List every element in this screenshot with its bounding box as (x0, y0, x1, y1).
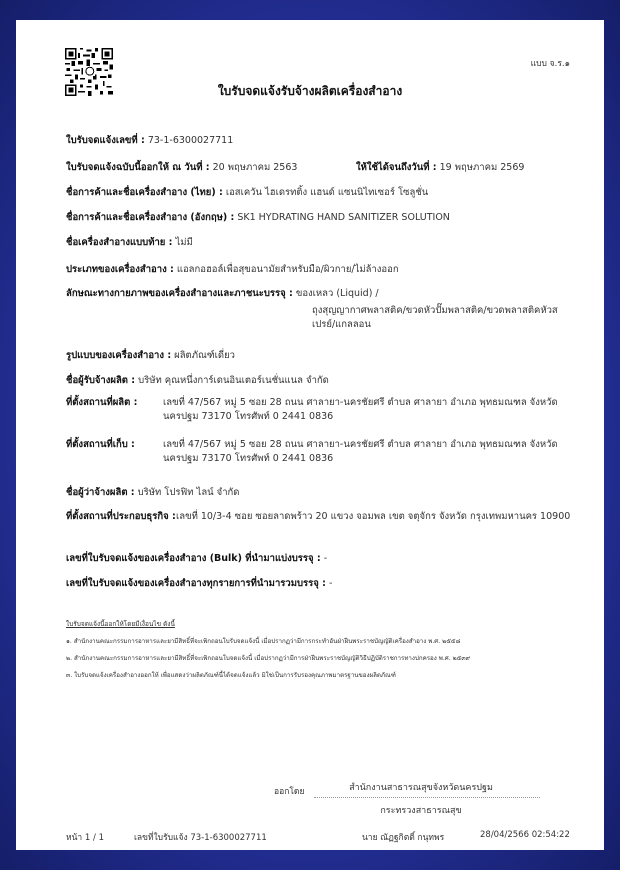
field-label: ใบรับจดแจ้งเลขที่ : (66, 135, 145, 146)
field-label: ใบรับจดแจ้งฉบับนี้ออกให้ ณ วันที่ : (66, 162, 210, 173)
document-title: ใบรับจดแจ้งรับจ้างผลิตเครื่องสำอาง (217, 84, 403, 98)
field-label: ชื่อการค้าและชื่อเครื่องสำอาง (ไทย) : (66, 187, 223, 198)
employer-row (66, 486, 239, 500)
cosmetic-type: แอลกอฮอล์เพื่อสุขอนามัยสำหรับมือ/ผิวกาย/ไม่ล้างออก (176, 264, 399, 275)
form-code: แบบ จ.ร.๑ (530, 59, 570, 69)
issue-date: 20 พฤษภาคม 2563 (212, 162, 298, 173)
page-number: หน้า 1 / 1 (66, 833, 104, 843)
footer-reference: เลขที่ใบรับแจ้ง 73-1-6300027711 (134, 833, 267, 843)
trade-name-en-row (66, 211, 450, 225)
physical-row (66, 287, 379, 301)
appended-name: ไม่มี (175, 237, 193, 248)
business-label: ที่ตั้งสถานที่ประกอบธุรกิจ : (66, 511, 176, 522)
expiry-date-row (356, 161, 524, 175)
condition-item: ๑. สำนักงานคณะกรรมการอาหารและยามีสิทธิ์ที่จะเพิกถอนใบรับจดแจ้งนี้ เมื่อปรากฏว่ามีการกระทำอันฝ่าฝืนพระราชบัญญัติเครื่องสำอาง พ.ศ. ๒๕๕๘ (66, 638, 461, 645)
contractor-name: บริษัท คุณหนึ่งการ์เดนอินเตอร์เนชั่นแนล จำกัด (138, 375, 329, 386)
document-page (16, 20, 604, 850)
appended-name-row (66, 236, 193, 250)
business-address: เลขที่ 10/3-4 ซอย ซอยลาดพร้าว 20 แขวง จอมพล เขต จตุจักร จังหวัด กรุงเทพมหานคร 10900 (176, 511, 571, 522)
all-items-row (66, 577, 332, 591)
field-label: เลขที่ใบรับจดแจ้งของเครื่องสำอาง (Bulk) ที่นำมาแบ่งบรรจุ : (66, 553, 321, 564)
issue-date-row (66, 161, 297, 175)
trade-name-th-row (66, 186, 428, 200)
factory-label: ที่ตั้งสถานที่ผลิต : (66, 397, 138, 408)
condition-item: ๓. ใบรับจดแจ้งเครื่องสำอางออกให้ เพื่อแสดงว่าผลิตภัณฑ์นี้ได้จดแจ้งแล้ว มิใช่เป็นการรับรองคุณภาพมาตรฐานของผลิตภัณฑ์ (66, 672, 396, 679)
bulk-value: - (323, 553, 328, 564)
trade-name-en: SK1 HYDRATING HAND SANITIZER SOLUTION (237, 212, 450, 223)
conditions-notes (66, 616, 470, 684)
field-label: ประเภทของเครื่องสำอาง : (66, 264, 174, 275)
storage-address: เลขที่ 47/567 หมู่ 5 ซอย 28 ถนน ศาลายา-นครชัยศรี ตำบล ศาลายา อำเภอ พุทธมณฑล จังหวัด นครปฐม 73170 โทรศัพท์ 0 2441 0836 (163, 439, 558, 464)
cosmetic-type-row (66, 263, 399, 277)
format-row (66, 349, 235, 363)
notification-number-row (66, 134, 233, 148)
field-label: ลักษณะทางกายภาพของเครื่องสำอางและภาชนะบรรจุ : (66, 288, 293, 299)
contractor-row (66, 374, 329, 388)
field-label: เลขที่ใบรับจดแจ้งของเครื่องสำอางทุกรายการที่นำมารวมบรรจุ : (66, 578, 326, 589)
factory-address: เลขที่ 47/567 หมู่ 5 ซอย 28 ถนน ศาลายา-นครชัยศรี ตำบล ศาลายา อำเภอ พุทธมณฑล จังหวัด นครปฐม 73170 โทรศัพท์ 0 2441 0836 (163, 397, 558, 422)
container-types: ถุงสุญญากาศพลาสติค/ขวดหัวปั๊มพลาสติค/ขวดพลาสติคหัวสเปรย์/แกลลอน (312, 305, 558, 330)
condition-item: ๒. สำนักงานคณะกรรมการอาหารและยามีสิทธิ์ที่จะเพิกถอนใบจดแจ้งนี้ เมื่อปรากฏว่ามีการฝ่าฝืนพระราชบัญญัติวิธีปฏิบัติราชการทางปกครอง พ.ศ. ๒๕๓๙ (66, 655, 471, 662)
print-timestamp: 28/04/2566 02:54:22 (480, 830, 570, 840)
field-label: ให้ใช้ได้จนถึงวันที่ : (356, 162, 437, 173)
issuing-agency: สำนักงานสาธารณสุขจังหวัดนครปฐม (349, 783, 493, 793)
ministry-name: กระทรวงสาธารณสุข (380, 806, 462, 816)
physical-form: ของเหลว (Liquid) / (295, 288, 379, 299)
cosmetic-format: ผลิตภัณฑ์เดี่ยว (174, 350, 235, 361)
employer-name: บริษัท โปรฟิท ไลน์ จำกัด (137, 487, 240, 498)
notification-number: 73-1-6300027711 (147, 135, 234, 146)
expiry-date: 19 พฤษภาคม 2569 (439, 162, 525, 173)
field-label: รูปแบบของเครื่องสำอาง : (66, 350, 172, 361)
issued-by-label: ออกโดย (274, 787, 305, 797)
all-items-value: - (328, 578, 333, 589)
signature-line (314, 797, 540, 798)
officer-name: นาย ณัฏฐกิตติ์ กนุทพร (362, 833, 445, 843)
conditions-heading: ใบรับจดแจ้งนี้ออกให้โดยมีเงื่อนไข ดังนี้ (66, 620, 175, 628)
trade-name-th: เอสเควัน ไฮเดรทติ้ง แฮนด์ แซนนิไทเซอร์ โซลูชั่น (225, 187, 429, 198)
field-label: ชื่อการค้าและชื่อเครื่องสำอาง (อังกฤษ) : (66, 212, 235, 223)
field-label: ชื่อผู้ว่าจ้างผลิต : (66, 487, 135, 498)
bulk-row (66, 552, 327, 566)
field-label: ชื่อผู้รับจ้างผลิต : (66, 375, 136, 386)
field-label: ชื่อเครื่องสำอางแบบท้าย : (66, 237, 173, 248)
storage-label: ที่ตั้งสถานที่เก็บ : (66, 439, 135, 450)
